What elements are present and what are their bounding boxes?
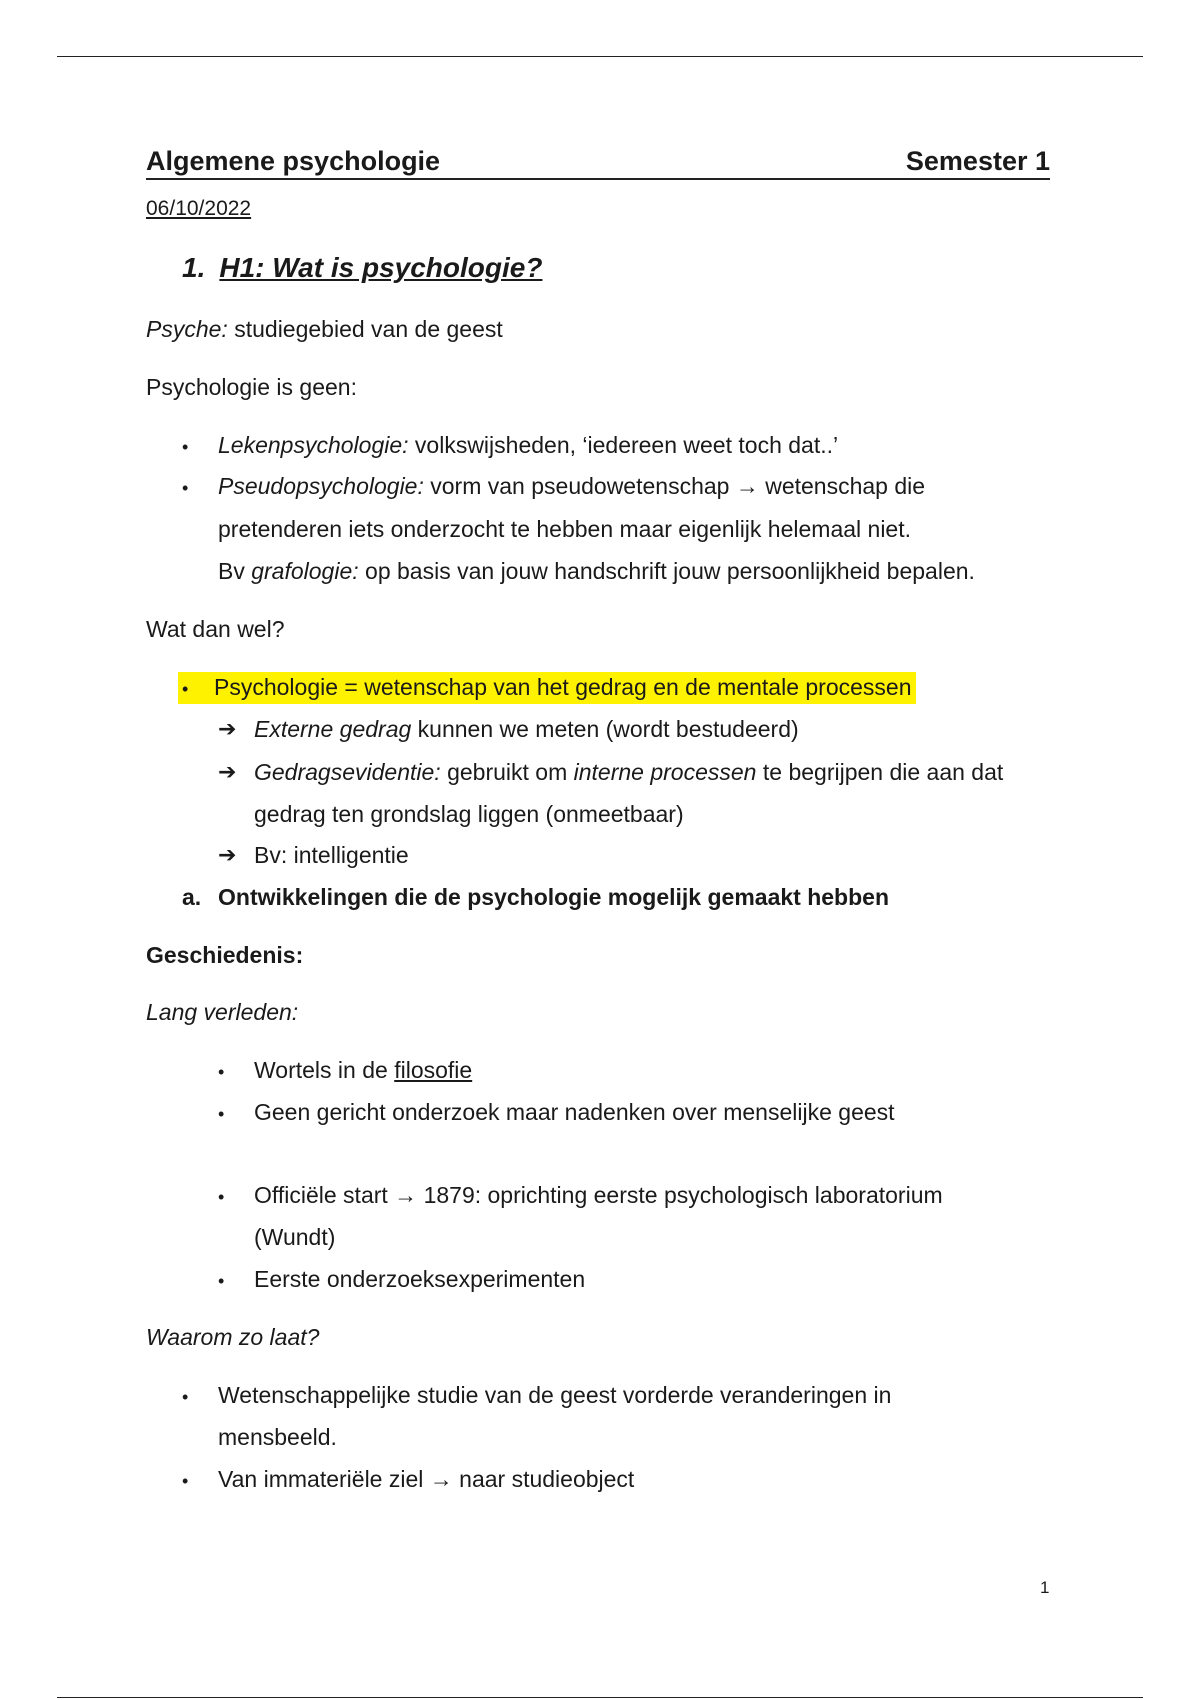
- pseudopsychologie-term: Pseudopsychologie:: [218, 473, 424, 499]
- bullet-icon: •: [182, 478, 189, 498]
- chapter-number: 1.: [182, 252, 206, 283]
- waarom-heading: Waarom zo laat?: [146, 1324, 320, 1350]
- list-item-continuation: [218, 556, 975, 586]
- lang-verleden-heading: Lang verleden:: [146, 999, 299, 1025]
- gedragsevidentie-text-end: te begrijpen die aan dat: [756, 759, 1004, 785]
- externe-gedrag-text: kunnen we meten (wordt bestudeerd): [411, 716, 799, 742]
- list-item: Wetenschappelijke studie van de geest vorderde veranderingen in: [218, 1382, 892, 1408]
- document-header: [146, 144, 1050, 180]
- gedragsevidentie-term: Gedragsevidentie:: [254, 759, 441, 785]
- bullet-icon: •: [182, 437, 189, 457]
- lekenpsychologie-text: volkswijsheden, ‘iedereen weet toch dat..’: [408, 432, 839, 458]
- chapter-heading: [182, 250, 542, 286]
- subsection-letter: a.: [182, 884, 202, 910]
- top-rule: [57, 56, 1143, 57]
- grafologie-term: grafologie:: [251, 558, 359, 584]
- gedragsevidentie-text: gebruikt om: [440, 759, 574, 785]
- psyche-definition: [146, 314, 503, 344]
- list-item-continuation: gedrag ten grondslag liggen (onmeetbaar): [254, 801, 684, 827]
- arrow-icon: ➔: [218, 759, 237, 784]
- bullet-icon: •: [182, 679, 189, 699]
- list-item-continuation: mensbeeld.: [218, 1424, 337, 1450]
- bullet-icon: •: [182, 1387, 189, 1407]
- grafologie-text: op basis van jouw handschrift jouw persoonlijkheid bepalen.: [358, 558, 975, 584]
- page-number: 1: [1040, 1578, 1050, 1597]
- list-item: Eerste onderzoeksexperimenten: [254, 1266, 586, 1292]
- wel-heading: Wat dan wel?: [146, 616, 285, 642]
- course-title: Algemene psychologie: [146, 146, 441, 176]
- arrow-icon: ➔: [218, 716, 237, 741]
- list-item: [254, 714, 799, 744]
- highlighted-definition: [178, 672, 916, 704]
- list-item: Van immateriële ziel → naar studieobject: [218, 1466, 635, 1492]
- list-item-continuation: (Wundt): [254, 1224, 336, 1250]
- chapter-title: H1: Wat is psychologie?: [219, 252, 543, 283]
- psyche-term: Psyche:: [146, 316, 228, 342]
- lekenpsychologie-term: Lekenpsychologie:: [218, 432, 409, 458]
- filosofie-term: filosofie: [394, 1057, 473, 1083]
- list-item: [218, 471, 925, 501]
- bottom-rule: [57, 1697, 1143, 1698]
- pseudopsychologie-text: vorm van pseudowetenschap → wetenschap die: [423, 473, 926, 499]
- document-date: 06/10/2022: [146, 197, 252, 220]
- definition-text: Psychologie = wetenschap van het gedrag en de mentale processen: [214, 674, 912, 700]
- history-text: Wortels in de: [254, 1057, 395, 1083]
- list-item: [254, 757, 1003, 787]
- arrow-icon: ➔: [218, 842, 237, 867]
- example-prefix: Bv: [218, 558, 252, 584]
- list-item: Officiële start → 1879: oprichting eerste psychologisch laboratorium: [254, 1182, 943, 1208]
- list-item: Geen gericht onderzoek maar nadenken over menselijke geest: [254, 1099, 895, 1125]
- list-item: [218, 430, 838, 460]
- bullet-icon: •: [218, 1271, 225, 1291]
- list-item: [254, 1055, 472, 1085]
- semester-label: Semester 1: [905, 146, 1050, 176]
- geschiedenis-heading: Geschiedenis:: [146, 942, 304, 968]
- bullet-icon: •: [218, 1062, 225, 1082]
- bullet-icon: •: [218, 1187, 225, 1207]
- psyche-text: studiegebied van de geest: [227, 316, 503, 342]
- list-item: Bv: intelligentie: [254, 842, 409, 868]
- list-item-continuation: pretenderen iets onderzocht te hebben maar eigenlijk helemaal niet.: [218, 516, 911, 542]
- not-heading: Psychologie is geen:: [146, 374, 357, 400]
- subsection-title: Ontwikkelingen die de psychologie mogelijk gemaakt hebben: [218, 884, 889, 910]
- subsection-heading: [182, 882, 889, 912]
- interne-processen-term: interne processen: [573, 759, 757, 785]
- bullet-icon: •: [182, 1471, 189, 1491]
- bullet-icon: •: [218, 1104, 225, 1124]
- externe-gedrag-term: Externe gedrag: [254, 716, 412, 742]
